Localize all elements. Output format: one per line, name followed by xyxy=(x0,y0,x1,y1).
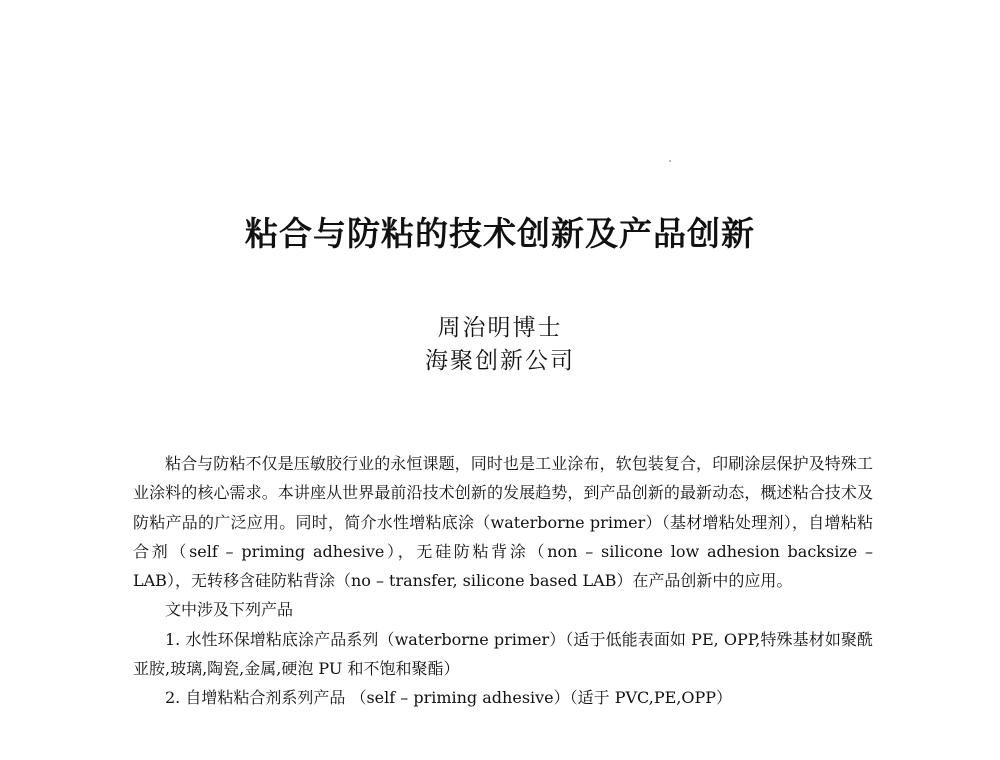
product-item-1: 1. 水性环保增粘底涂产品系列（waterborne primer）（适于低能表面如 PE, OPP,特殊基材如聚酰亚胺,玻璃,陶瓷,金属,硬泡 PU 和不饱和聚酯） xyxy=(133,629,873,679)
product-item-2: 2. 自增粘粘合剂系列产品 （self – priming adhesive）（适于 PVC,PE,OPP） xyxy=(165,688,732,708)
scan-speck xyxy=(669,160,671,162)
author-affiliation: 海聚创新公司 xyxy=(425,348,575,374)
paper-title: 粘合与防粘的技术创新及产品创新 xyxy=(245,214,755,253)
products-intro: 文中涉及下列产品 xyxy=(165,600,294,620)
paper-body xyxy=(133,449,873,713)
author-name: 周治明博士 xyxy=(437,315,563,341)
abstract-paragraph: 粘合与防粘不仅是压敏胶行业的永恒课题，同时也是工业涂布，软包装复合，印刷涂层保护及特殊工业涂料的核心需求。本讲座从世界最前沿技术创新的发展趋势，到产品创新的最新动态，概述粘合技术及防粘产品的广泛应用。同时，简介水性增粘底涂（waterborne primer）（基材增粘处理剂），自增粘粘合剂（self – priming adhesive），无硅防粘背涂（non – silicone low adhesion backsize – LAB），无转移含硅防粘背涂（no – transfer, silicone based LAB）在产品创新中的应用。 xyxy=(133,454,873,591)
